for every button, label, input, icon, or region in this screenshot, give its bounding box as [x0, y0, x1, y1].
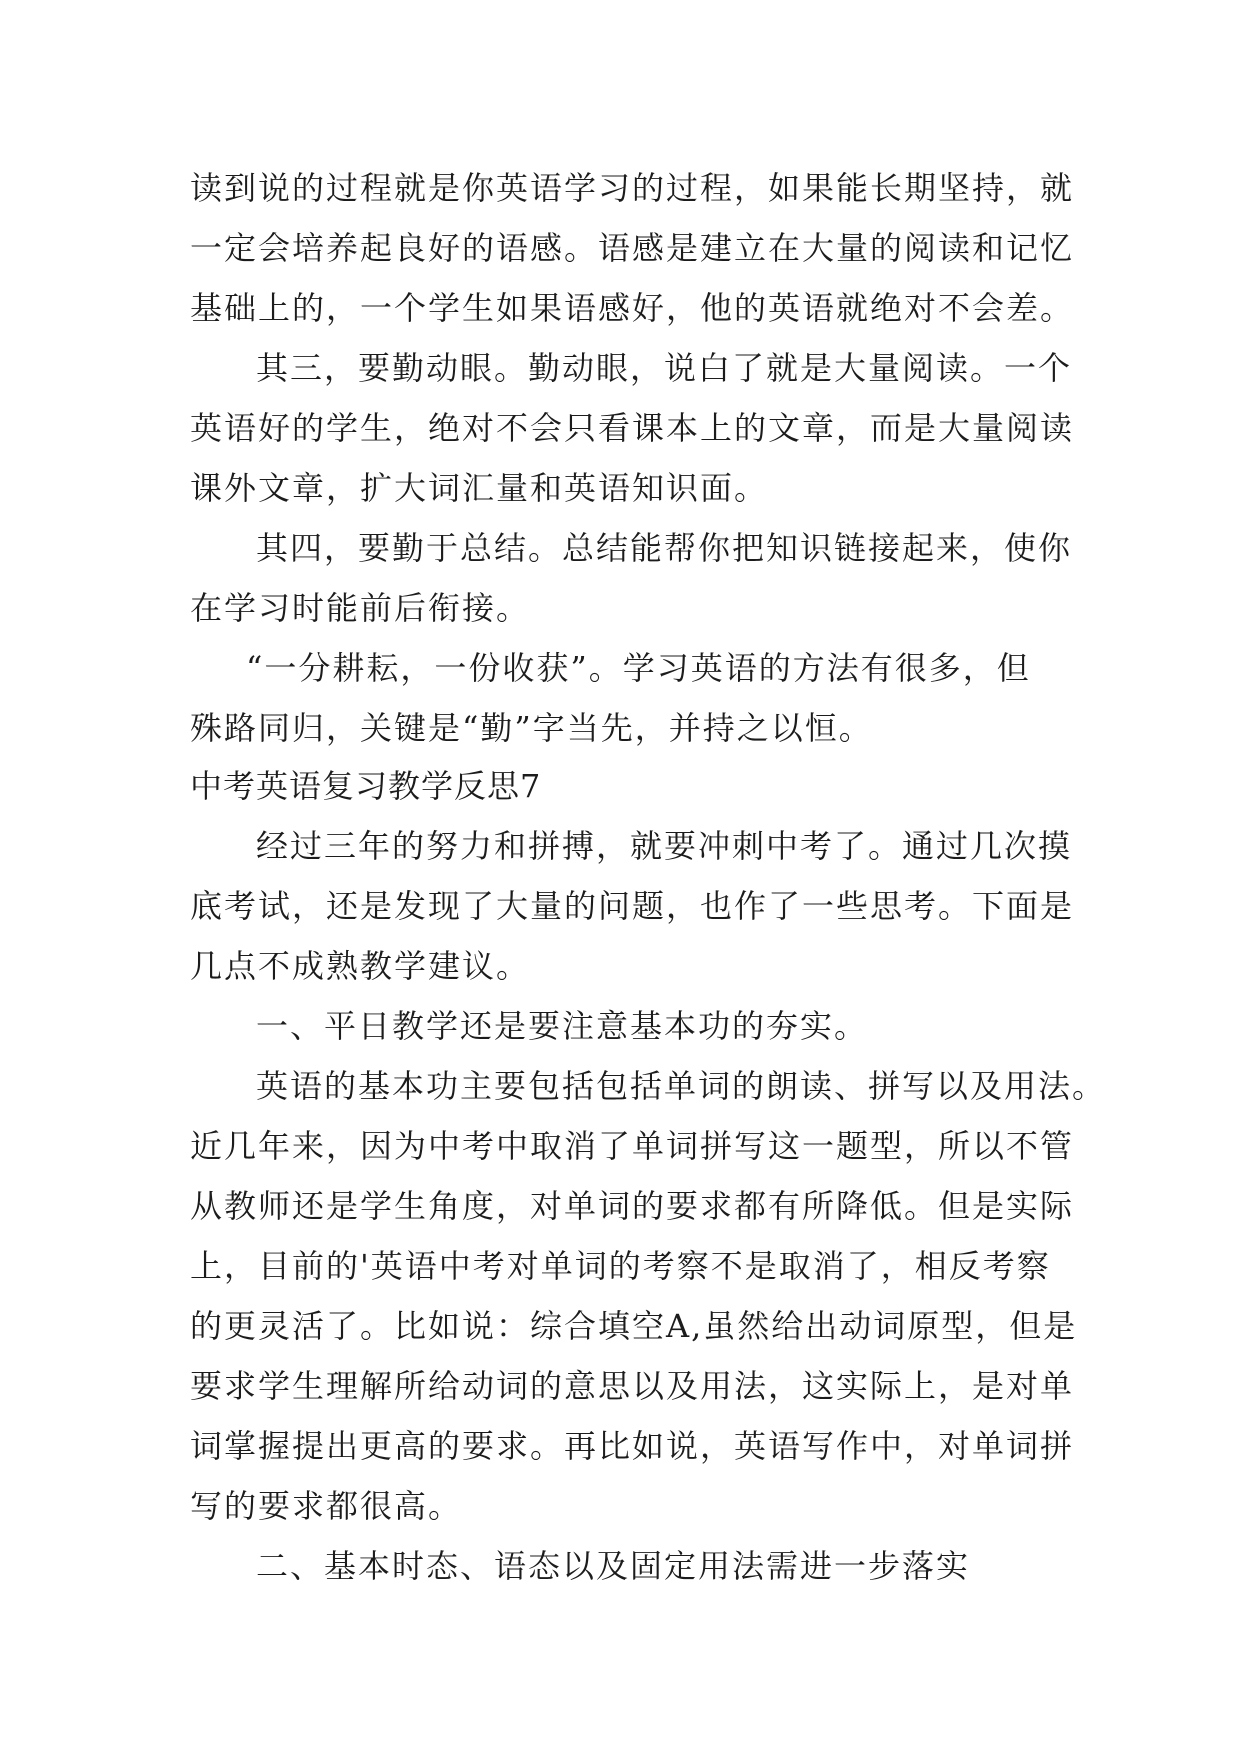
paragraph-line: “一分耕耘，一份收获”。学习英语的方法有很多，但 — [246, 649, 1031, 687]
paragraph-line: 近几年来，因为中考中取消了单词拼写这一题型，所以不管 — [190, 1127, 1075, 1165]
paragraph-line: 一定会培养起良好的语感。语感是建立在大量的阅读和记忆 — [190, 229, 1075, 267]
paragraph-line: 的更灵活了。比如说：综合填空A,虽然给出动词原型，但是 — [190, 1307, 1078, 1345]
paragraph-line: 其四，要勤于总结。总结能帮你把知识链接起来，使你 — [256, 529, 1073, 567]
section-heading: 中考英语复习教学反思7 — [190, 767, 542, 805]
paragraph-line: 英语的基本功主要包括包括单词的朗读、拼写以及用法。 — [256, 1067, 1107, 1105]
paragraph-line: 经过三年的努力和拼搏，就要冲刺中考了。通过几次摸 — [256, 827, 1073, 865]
paragraph-line: 一、平日教学还是要注意基本功的夯实。 — [256, 1007, 869, 1045]
paragraph-line: 几点不成熟教学建议。 — [190, 947, 531, 985]
paragraph-line: 其三，要勤动眼。勤动眼，说白了就是大量阅读。一个 — [256, 349, 1073, 387]
paragraph-line: 词掌握提出更高的要求。再比如说，英语写作中，对单词拼 — [190, 1427, 1075, 1465]
paragraph-line: 基础上的，一个学生如果语感好，他的英语就绝对不会差。 — [190, 289, 1075, 327]
paragraph-line: 写的要求都很高。 — [190, 1487, 463, 1525]
paragraph-line: 读到说的过程就是你英语学习的过程，如果能长期坚持，就 — [190, 169, 1075, 207]
paragraph-line: 英语好的学生，绝对不会只看课本上的文章，而是大量阅读 — [190, 409, 1075, 447]
paragraph-line: 要求学生理解所给动词的意思以及用法，这实际上，是对单 — [190, 1367, 1075, 1405]
paragraph-line: 课外文章，扩大词汇量和英语知识面。 — [190, 469, 769, 507]
paragraph-line: 殊路同归，关键是“勤”字当先，并持之以恒。 — [190, 709, 873, 747]
paragraph-line: 从教师还是学生角度，对单词的要求都有所降低。但是实际 — [190, 1187, 1075, 1225]
paragraph-line: 二、基本时态、语态以及固定用法需进一步落实 — [256, 1547, 971, 1585]
paragraph-line: 在学习时能前后衔接。 — [190, 589, 531, 627]
paragraph-line: 底考试，还是发现了大量的问题，也作了一些思考。下面是 — [190, 887, 1075, 925]
paragraph-line: 上，目前的'英语中考对单词的考察不是取消了，相反考察 — [190, 1247, 1051, 1285]
